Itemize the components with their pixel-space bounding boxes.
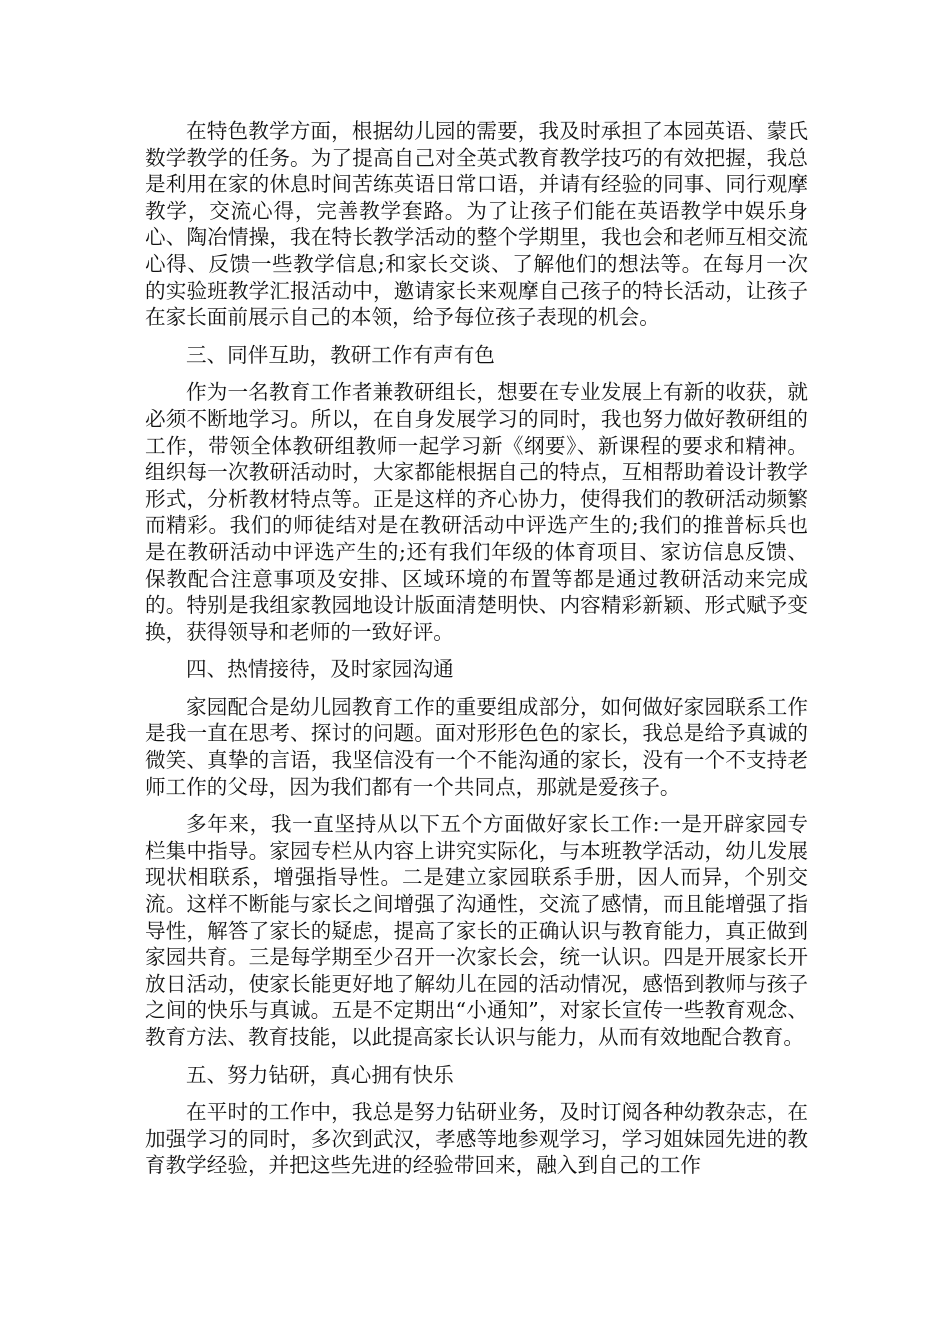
paragraph-special-teaching: 在特色教学方面，根据幼儿园的需要，我及时承担了本园英语、蒙氏数学教学的任务。为了提高自己对全英式教育教学技巧的有效把握，我总是利用在家的休息时间苦练英语日常口语，并请有经验的同事、同行观摩教学，交流心得，完善教学套路。为了让孩子们能在英语教学中娱乐身心、陶冶情操，我在特长教学活动的整个学期里，我也会和老师互相交流心得、反馈一些教学信息;和家长交谈、了解他们的想法等。在每月一次的实验班教学汇报活动中，邀请家长来观摩自己孩子的特长活动，让孩子在家长面前展示自己的本领，给予每位孩子表现的机会。 [145,119,808,330]
paragraph-teaching-research: 作为一名教育工作者兼教研组长，想要在专业发展上有新的收获，就必须不断地学习。所以，在自身发展学习的同时，我也努力做好教研组的工作，带领全体教研组教师一起学习新《纲要》、新课程的要求和精神。组织每一次教研活动时，大家都能根据自己的特点，互相帮助着设计教学形式，分析教材特点等。正是这样的齐心协力，使得我们的教研活动频繁而精彩。我们的师徒结对是在教研活动中评选产生的;我们的推普标兵也是在教研活动中评选产生的;还有我们年级的体育项目、家访信息反馈、保教配合注意事项及安排、区域环境的布置等都是通过教研活动来完成的。特别是我组家教园地设计版面清楚明快、内容精彩新颖、形式赋予变换，获得领导和老师的一致好评。 [145,380,808,644]
section-heading-peer-support: 三、同伴互助，教研工作有声有色 [186,342,495,367]
paragraph-parent-work: 多年来，我一直坚持从以下五个方面做好家长工作:一是开辟家园专栏集中指导。家园专栏从内容上讲究实际化，与本班教学活动，幼儿发展现状相联系，增强指导性。二是建立家园联系手册，因人而异，个别交流。这样不断能与家长之间增强了沟通性，交流了感情，而且能增强了指导性，解答了家长的疑虑，提高了家长的正确认识与教育能力，真正做到家园共育。三是每学期至少召开一次家长会，统一认识。四是开展家长开放日活动，使家长能更好地了解幼儿在园的活动情况，感悟到教师与孩子之间的快乐与真诚。五是不定期出“小通知”，对家长宣传一些教育观念、教育方法、教育技能，以此提高家长认识与能力，从而有效地配合教育。 [145,812,808,1049]
document-page [145,118,808,1179]
paragraph-daily-work: 在平时的工作中，我总是努力钻研业务，及时订阅各种幼教杂志，在加强学习的同时，多次到武汉，孝感等地参观学习，学习姐妹园先进的教育教学经验，并把这些先进的经验带回来，融入到自己的工作 [145,1100,808,1178]
section-heading-home-communication: 四、热情接待，及时家园沟通 [186,657,454,682]
section-heading-study-hard: 五、努力钻研，真心拥有快乐 [186,1062,454,1087]
paragraph-home-cooperation: 家园配合是幼儿园教育工作的重要组成部分，如何做好家园联系工作是我一直在思考、探讨的问题。面对形形色色的家长，我总是给予真诚的微笑、真挚的言语，我坚信没有一个不能沟通的家长，没有一个不支持老师工作的父母，因为我们都有一个共同点，那就是爱孩子。 [145,694,808,799]
